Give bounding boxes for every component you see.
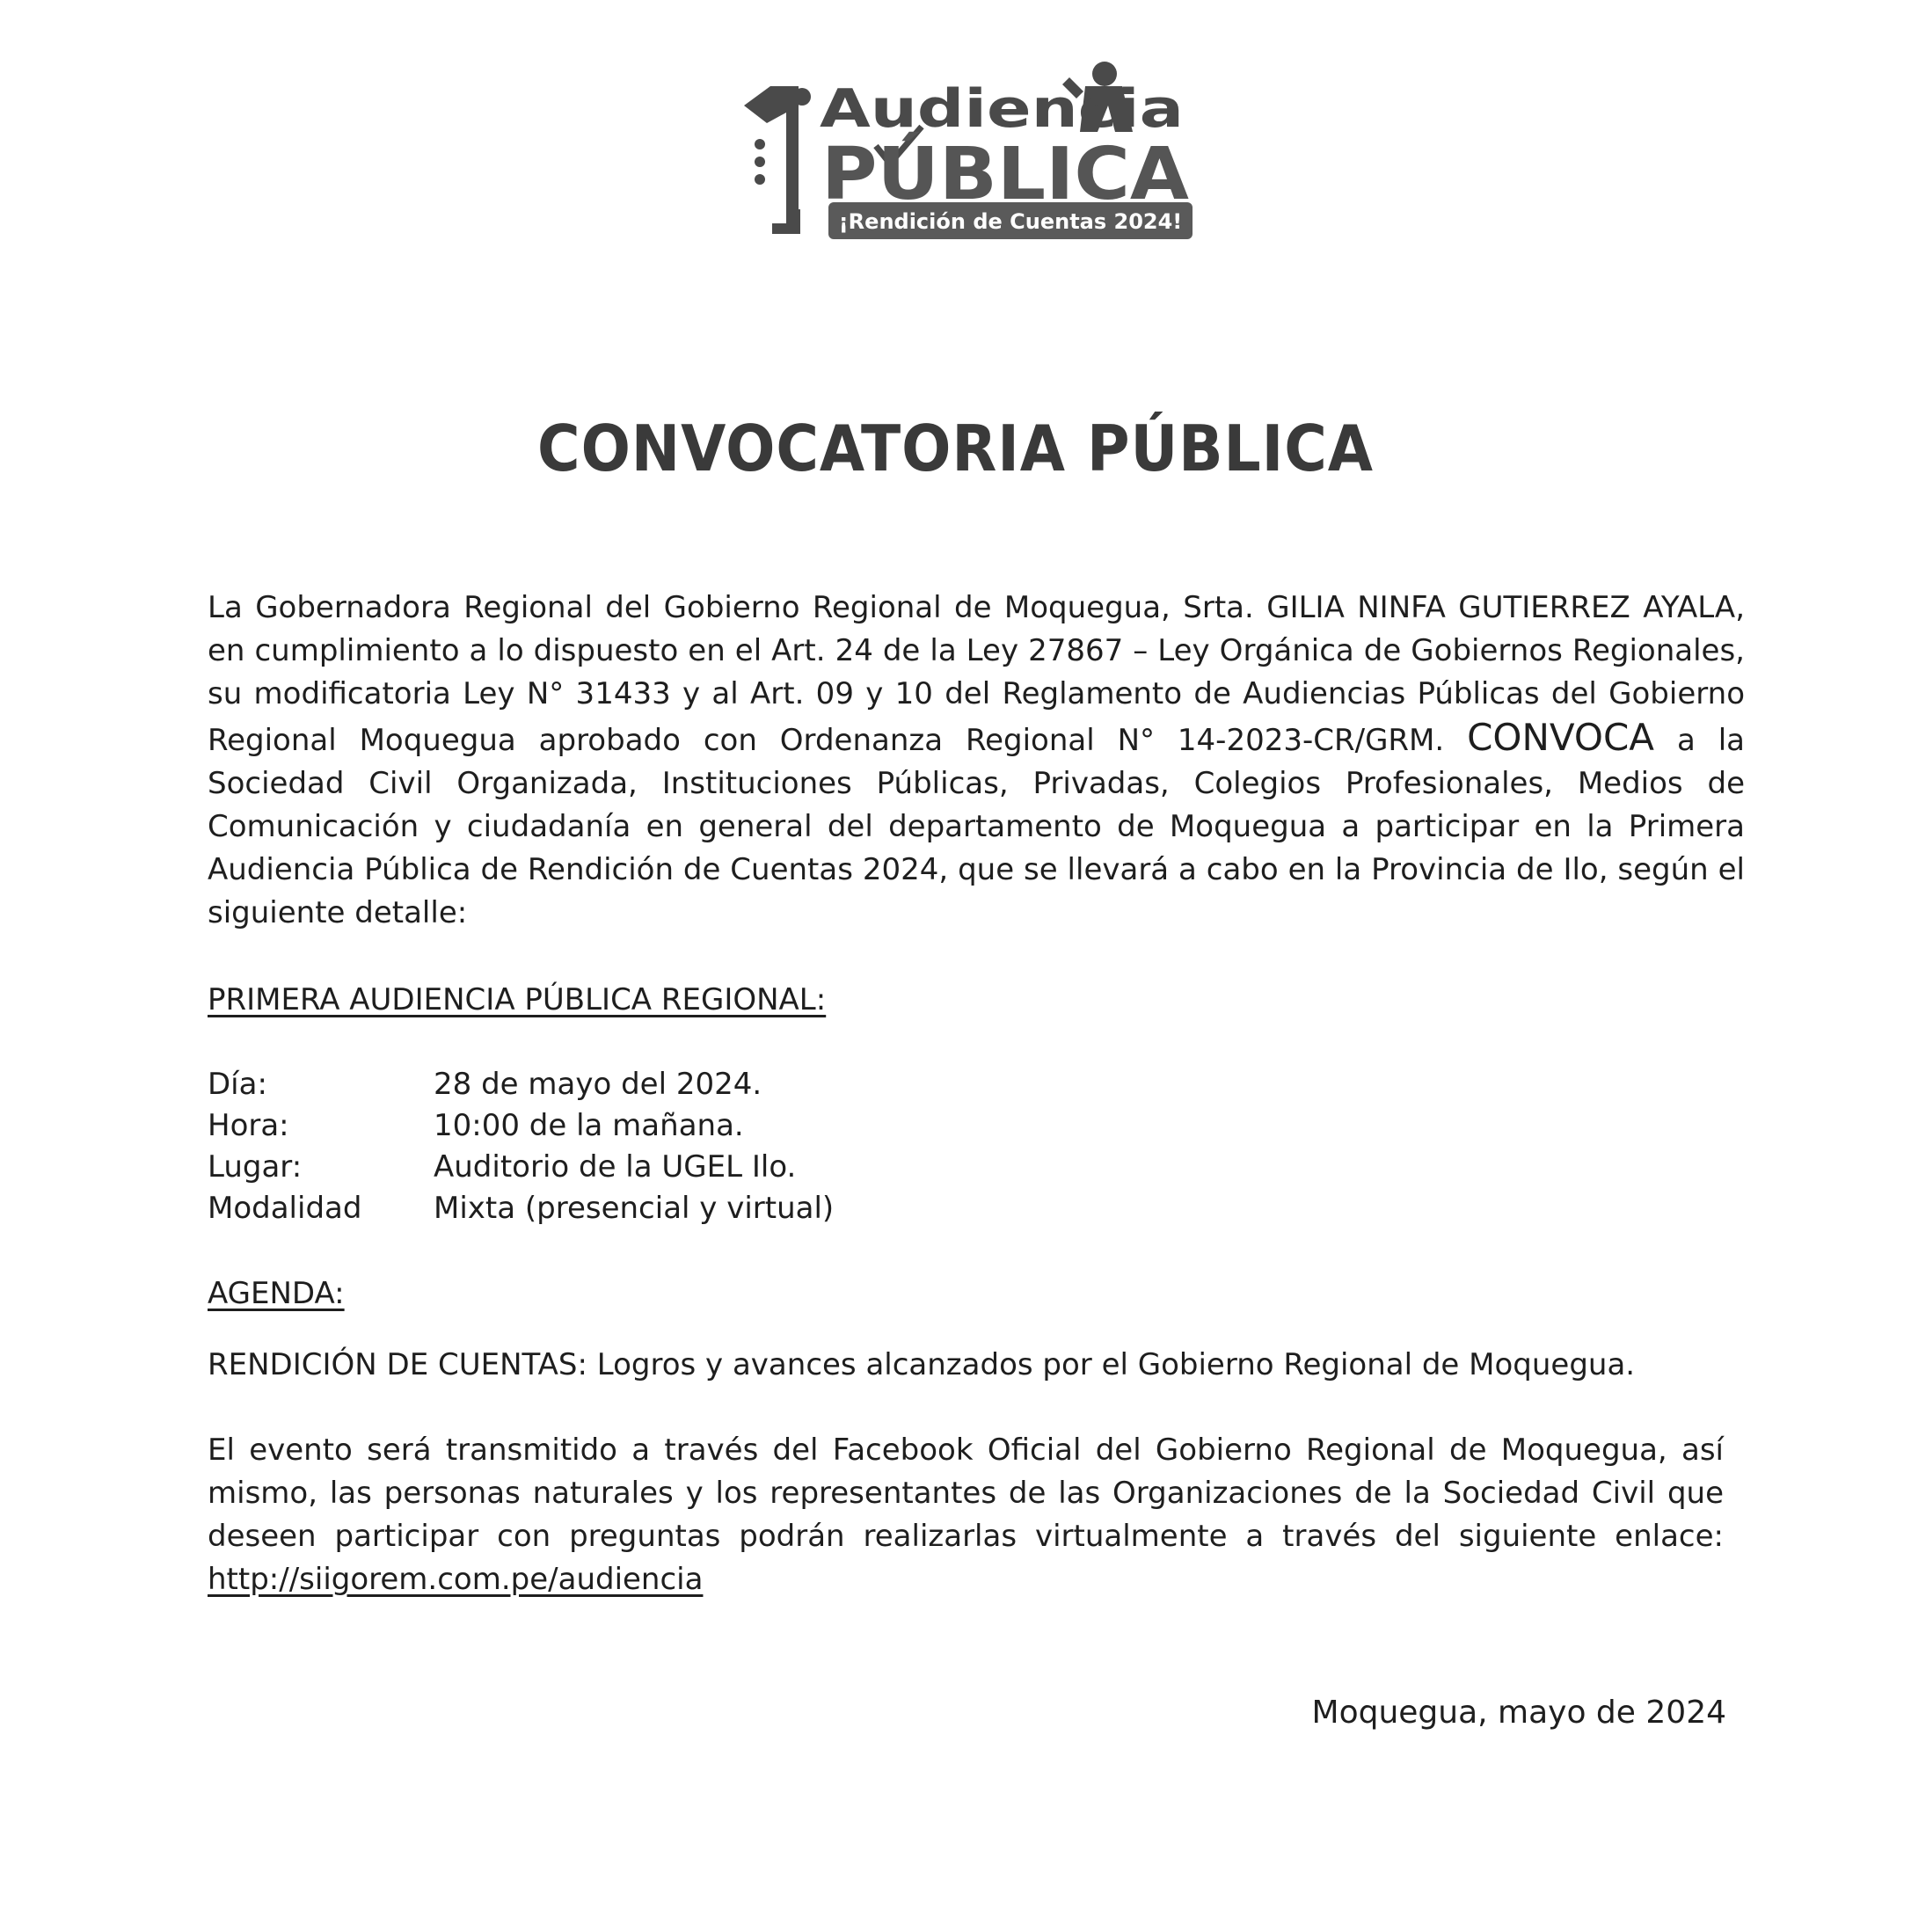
- intro-text-part1: La Gobernadora Regional del Gobierno Regional de Moquegua, Srta. GILIA NINFA GUTIERREZ AYALA, en cumplimiento a lo dispuesto en el Art. 24 de la Ley 27867 – Ley Orgánica de Gobiernos Regionales, su modificatoria Ley N° 31433 y al Art. 09 y 10 del Reglamento de Audiencias Públicas del Gobierno Regional Moquegua aprobado con Ordenanza Regional N° 14-2023-CR/GRM.: [208, 590, 1745, 758]
- audiencia-link[interactable]: http://siigorem.com.pe/audiencia: [208, 1562, 704, 1597]
- detail-label: Hora:: [208, 1108, 289, 1143]
- logo-line1: Audiencia: [820, 78, 1184, 140]
- signoff-place-date: Moquegua, mayo de 2024: [1311, 1695, 1726, 1731]
- agenda-item: RENDICIÓN DE CUENTAS: Logros y avances alcanzados por el Gobierno Regional de Moquegua.: [208, 1347, 1636, 1382]
- detail-row-modalidad: [208, 1188, 834, 1229]
- detail-value: Mixta (presencial y virtual): [434, 1191, 835, 1226]
- intro-text-part2: a la Sociedad Civil Organizada, Instituciones Públicas, Privadas, Colegios Profesionales, Medios de Comunicación y ciudadanía en general del departamento de Moquegua a participar en la Primera Audiencia Pública de Rendición de Cuentas 2024, que se llevará a cabo en la Provincia de Ilo, según el siguiente detalle:: [208, 723, 1745, 930]
- logo-tagline: ¡Rendición de Cuentas 2024!: [838, 209, 1183, 234]
- detail-label: Día:: [208, 1067, 267, 1102]
- detail-label: Lugar:: [208, 1149, 303, 1185]
- detail-value: 28 de mayo del 2024.: [434, 1067, 762, 1102]
- event-details: [208, 1064, 834, 1229]
- page-title: CONVOCATORIA PÚBLICA: [537, 412, 1374, 485]
- detail-value: Auditorio de la UGEL Ilo.: [434, 1149, 797, 1185]
- logo-line2: PÚBLICA: [821, 133, 1170, 216]
- detail-row-hora: [208, 1105, 834, 1147]
- audiencia-publica-logo: [735, 51, 1201, 244]
- detail-row-lugar: [208, 1147, 834, 1188]
- closing-paragraph: [208, 1429, 1724, 1601]
- detail-label: Modalidad: [208, 1191, 362, 1226]
- section-heading-agenda: AGENDA:: [208, 1276, 345, 1311]
- detail-row-dia: [208, 1064, 834, 1105]
- intro-paragraph: [208, 587, 1745, 935]
- section-heading-audiencia: PRIMERA AUDIENCIA PÚBLICA REGIONAL:: [208, 982, 827, 1017]
- detail-value: 10:00 de la mañana.: [434, 1108, 744, 1143]
- number-one-microphone-icon: [744, 86, 811, 234]
- convoca-word: CONVOCA: [1467, 716, 1655, 759]
- closing-text: El evento será transmitido a través del Facebook Oficial del Gobierno Regional de Moquegua, así mismo, las personas naturales y los representantes de las Organizaciones de la Sociedad Civil que deseen participar con preguntas podrán realizarlas virtualmente a través del siguiente enlace:: [208, 1433, 1724, 1554]
